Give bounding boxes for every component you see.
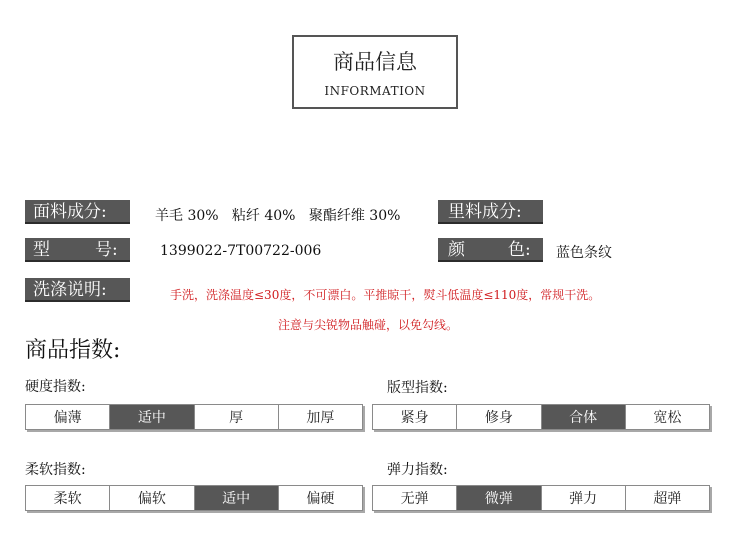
softness-option-item: 偏软 <box>110 486 194 510</box>
fabric-label: 面料成分: <box>25 200 130 224</box>
elastic-option-item: 弹力 <box>542 486 626 510</box>
wash-instructions-line1: 手洗，洗涤温度≤30度，不可漂白。平推晾干，熨斗低温度≤110度，常规干洗。 <box>170 288 601 302</box>
elastic-option-item: 超弹 <box>653 491 682 507</box>
page-title: 商品信息 <box>333 50 417 74</box>
fabric-value: 羊毛 30% 粘纤 40% 聚酯纤维 30% <box>155 208 401 224</box>
fit-option-selected: 合体 <box>542 405 626 429</box>
page-subtitle: INFORMATION <box>324 84 426 98</box>
color-value: 蓝色条纹 <box>556 245 612 261</box>
lining-label: 里料成分: <box>438 200 543 224</box>
hardness-option-item: 偏薄 <box>26 405 110 429</box>
hardness-option-item: 加厚 <box>306 410 335 426</box>
hardness-option-item: 厚 <box>195 405 279 429</box>
indices-title: 商品指数: <box>25 338 121 363</box>
softness-option-item: 偏硬 <box>306 491 335 507</box>
elastic-option-item: 无弹 <box>373 486 457 510</box>
fit-label: 版型指数: <box>387 380 448 396</box>
fit-option-item: 修身 <box>457 405 541 429</box>
fit-option-item: 紧身 <box>373 405 457 429</box>
wash-instructions-line2: 注意与尖锐物品触碰，以免勾线。 <box>278 318 459 332</box>
hardness-option-selected: 适中 <box>110 405 194 429</box>
elastic-option-selected: 微弹 <box>457 486 541 510</box>
softness-option-item: 柔软 <box>26 486 110 510</box>
hardness-scale <box>25 404 363 430</box>
color-label: 颜 色: <box>438 238 543 262</box>
elastic-label: 弹力指数: <box>387 462 448 478</box>
fit-scale <box>372 404 710 430</box>
softness-option-selected: 适中 <box>195 486 279 510</box>
wash-label: 洗涤说明: <box>25 278 130 302</box>
softness-scale <box>25 485 363 511</box>
fit-option-item: 宽松 <box>653 410 682 426</box>
softness-label: 柔软指数: <box>25 462 86 478</box>
hardness-label: 硬度指数: <box>25 379 86 395</box>
model-label: 型 号: <box>25 238 130 262</box>
model-value: 1399022-7T00722-006 <box>160 243 322 259</box>
elastic-scale <box>372 485 710 511</box>
header-box <box>292 35 458 109</box>
